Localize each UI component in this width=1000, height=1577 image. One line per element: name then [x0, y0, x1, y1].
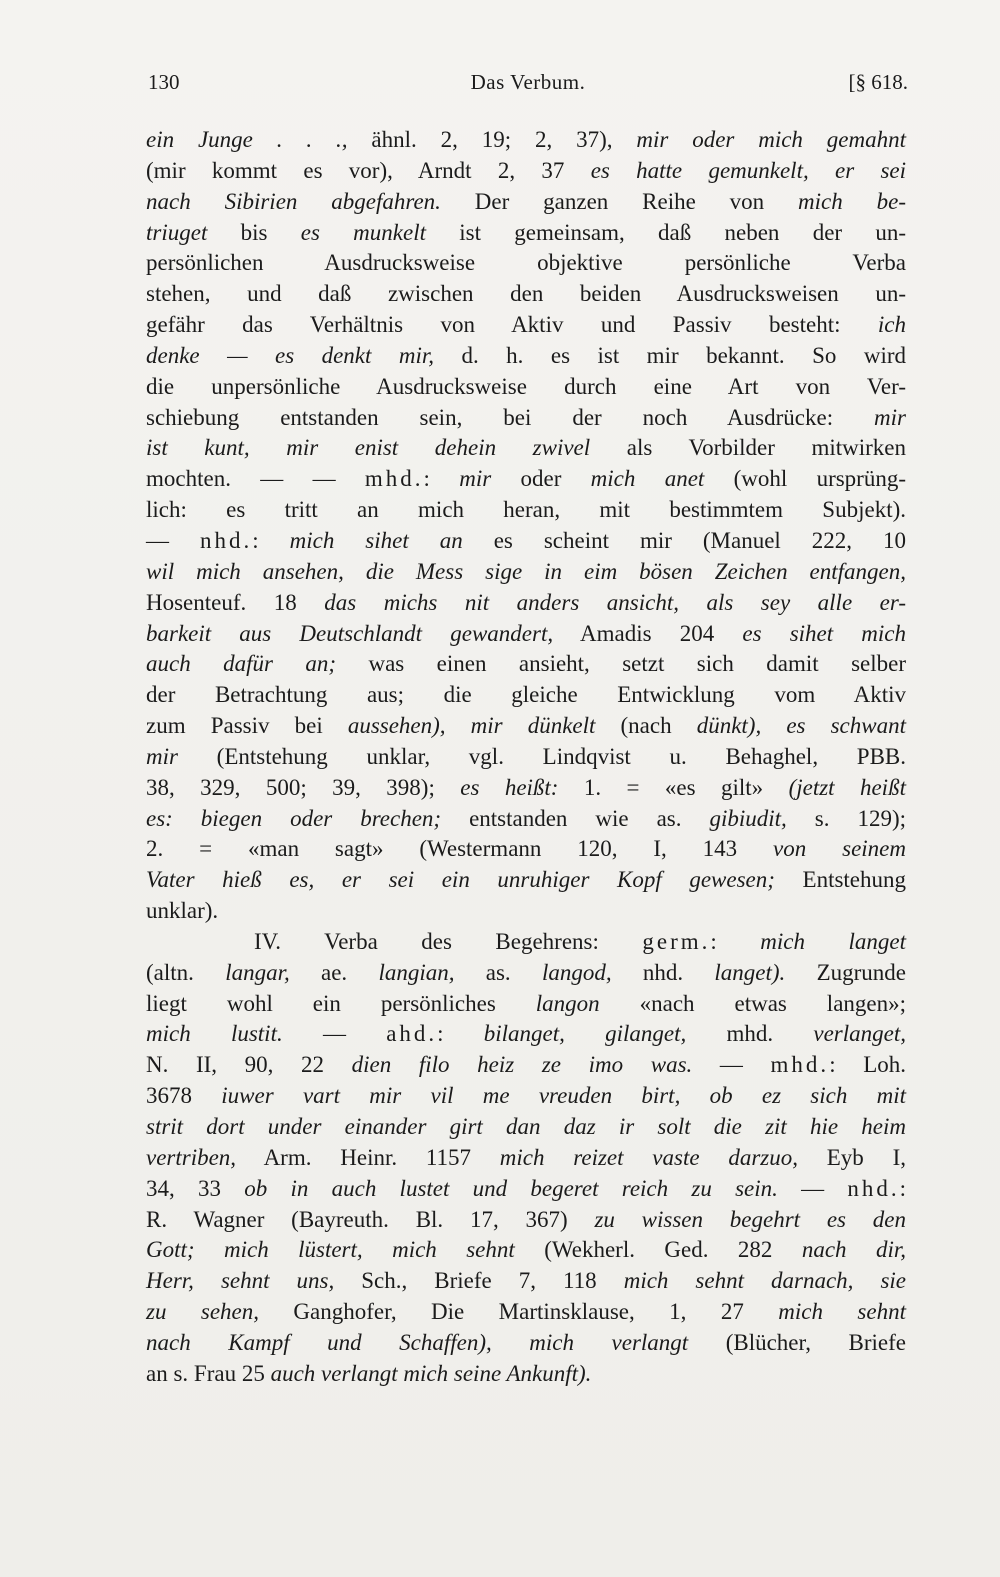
body-text	[146, 125, 906, 1390]
text-line	[146, 218, 906, 249]
roman-text: Arm. Heinr. 1157	[236, 1144, 500, 1170]
roman-text: —	[282, 1021, 387, 1047]
spaced-abbreviation: mhd.	[770, 1052, 830, 1078]
roman-text: an s. Frau 25	[146, 1360, 271, 1386]
italic-text: ein Junge . . .,	[146, 127, 348, 152]
roman-text: R. Wagner (Bayreuth. Bl. 17, 367)	[146, 1206, 595, 1232]
roman-text: Entstehung	[774, 867, 907, 893]
roman-text: es scheint mir (Manuel 222, 10	[462, 527, 907, 553]
roman-text: (wohl ursprüng-	[704, 466, 907, 492]
roman-text: Zugrunde	[785, 959, 907, 985]
text-line	[146, 1297, 906, 1328]
italic-text: aussehen), mir dünkelt	[347, 713, 596, 739]
roman-text: as.	[454, 959, 542, 985]
text-line	[146, 125, 906, 156]
text-line	[146, 310, 906, 341]
roman-text: unklar).	[146, 898, 219, 924]
italic-text: verlanget,	[813, 1021, 906, 1047]
italic-text: von seinem	[773, 836, 906, 862]
italic-text: strit dort under einander girt dan daz ir solt die zit hie heim	[146, 1114, 906, 1139]
text-line	[146, 958, 906, 989]
running-head	[148, 70, 908, 110]
roman-text: «nach etwas langen»;	[599, 990, 906, 1016]
text-line	[146, 989, 906, 1020]
italic-text: Gott; mich lüstert, mich sehnt	[146, 1237, 515, 1263]
italic-text: auch dafür an;	[146, 651, 337, 677]
italic-text: mich reizet vaste darzuo,	[499, 1144, 798, 1170]
italic-text: ob in auch lustet und begeret reich zu sein.	[244, 1175, 778, 1201]
italic-text: langar,	[225, 959, 290, 985]
text-line	[146, 834, 906, 865]
roman-text: oder	[491, 466, 591, 492]
italic-text: nach Kampf und Schaffen), mich verlangt	[146, 1329, 689, 1355]
text-line	[146, 187, 906, 218]
roman-text: ae.	[289, 959, 379, 985]
roman-text: liegt wohl ein persönliches	[146, 990, 536, 1016]
roman-text: s. 129);	[786, 805, 906, 831]
text-line	[146, 248, 906, 279]
text-line	[146, 742, 906, 773]
italic-text: das michs nit anders ansicht, als sey alle er-	[324, 589, 907, 615]
text-line	[146, 1019, 906, 1050]
roman-text: persönlichen Ausdrucksweise objektive persönliche Verba	[146, 250, 906, 276]
text-line	[146, 1174, 906, 1205]
italic-text: zu sehen,	[146, 1299, 259, 1325]
italic-text: es munkelt	[300, 219, 426, 245]
text-line	[146, 1266, 906, 1297]
text-line	[146, 1143, 906, 1174]
italic-text: nach dir,	[801, 1237, 907, 1263]
text-line	[146, 1235, 906, 1266]
roman-text: 3678	[146, 1083, 222, 1109]
roman-text: nhd.	[611, 959, 715, 985]
roman-text: d. h. es ist mir bekannt. So wird	[434, 342, 906, 368]
roman-text: die unpersönliche Ausdrucksweise durch eine Art von Ver-	[146, 373, 906, 399]
italic-text: langian,	[378, 959, 455, 985]
text-line	[146, 526, 906, 557]
text-line	[146, 773, 906, 804]
roman-text: —	[777, 1175, 848, 1201]
italic-text: es hatte gemunkelt, er sei	[590, 157, 907, 183]
italic-text: auch verlangt mich seine Ankunft).	[270, 1360, 592, 1386]
roman-text: ähnl. 2, 19; 2, 37),	[347, 127, 637, 152]
spaced-abbreviation: germ.	[642, 928, 711, 954]
italic-text: zu wissen begehrt es den	[594, 1206, 906, 1232]
roman-text: schiebung entstanden sein, bei der noch Ausdrücke:	[146, 404, 875, 430]
roman-text: zum Passiv bei	[146, 713, 348, 739]
italic-text: langod,	[541, 959, 612, 985]
italic-text: es sihet mich	[742, 620, 907, 646]
text-line	[146, 156, 906, 187]
italic-text: mir	[146, 743, 178, 769]
roman-text: (Blücher, Briefe	[688, 1329, 906, 1355]
roman-text: :	[252, 527, 290, 553]
roman-text: :	[423, 466, 460, 492]
italic-text: mich sihet an	[289, 527, 463, 553]
text-line	[146, 433, 906, 464]
text-line	[146, 403, 906, 434]
roman-text: Eyb I,	[797, 1144, 906, 1170]
text-line	[146, 680, 906, 711]
text-line	[146, 557, 906, 588]
roman-text: :	[899, 1175, 906, 1201]
italic-text: iuwer vart mir vil me vreuden birt, ob ez sich mit	[221, 1083, 907, 1109]
italic-text: mir oder mich gemahnt	[636, 127, 907, 152]
roman-text: Ganghofer, Die Martinsklause, 1, 27	[259, 1299, 779, 1325]
roman-text: :	[710, 928, 761, 954]
roman-text: gefähr das Verhältnis von Aktiv und Passiv besteht:	[146, 312, 878, 338]
text-line	[146, 1112, 906, 1143]
italic-text: barkeit aus Deutschlandt gewandert,	[146, 620, 554, 646]
roman-text: bis	[207, 219, 301, 245]
roman-text: 34, 33	[146, 1175, 245, 1201]
italic-text: es: biegen oder brechen;	[146, 805, 442, 831]
roman-text: entstanden wie as.	[441, 805, 710, 831]
roman-text: N. II, 90, 22	[146, 1052, 352, 1078]
italic-text: mich sehnt	[778, 1299, 906, 1325]
roman-text: (altn.	[146, 959, 226, 985]
text-line	[146, 588, 906, 619]
text-line	[146, 927, 906, 958]
roman-text: (Wekherl. Ged. 282	[514, 1237, 802, 1263]
roman-text: Amadis 204	[553, 620, 743, 646]
italic-text: mich lustit.	[146, 1021, 283, 1047]
text-line	[146, 865, 906, 896]
text-line	[146, 1081, 906, 1112]
italic-text: mich sehnt darnach, sie	[623, 1268, 906, 1294]
italic-text: mich anet	[590, 466, 705, 492]
roman-text: 1. = «es gilt»	[558, 774, 789, 800]
italic-text: mich be-	[798, 188, 906, 214]
italic-text: Vater hieß es, er sei ein unruhiger Kopf gewesen;	[146, 867, 775, 893]
italic-text: vertriben,	[146, 1144, 237, 1170]
text-line	[146, 649, 906, 680]
roman-text: stehen, und daß zwischen den beiden Ausdrucksweisen un-	[146, 281, 906, 307]
italic-text: Herr, sehnt uns,	[146, 1268, 335, 1294]
roman-text: mhd.	[686, 1021, 814, 1047]
roman-text: Hosenteuf. 18	[146, 589, 325, 615]
italic-text: bilanget, gilanget,	[483, 1021, 687, 1047]
page-number: 130	[148, 70, 180, 94]
italic-text: mir	[874, 404, 906, 430]
roman-text: : Loh.	[829, 1052, 906, 1078]
roman-text: Der ganzen Reihe von	[440, 188, 799, 214]
italic-text: es heißt:	[460, 774, 559, 800]
text-line	[146, 279, 906, 310]
italic-text: langon	[535, 990, 600, 1016]
italic-text: mich langet	[760, 928, 906, 954]
italic-text: denke — es denkt mir,	[146, 342, 435, 368]
roman-text: als Vorbilder mitwirken	[590, 435, 907, 461]
text-line	[146, 896, 906, 927]
text-line	[146, 1050, 906, 1081]
roman-text: —	[692, 1052, 771, 1078]
text-line	[146, 711, 906, 742]
italic-text: wil mich ansehen, die Mess sige in eim bösen Zeichen entfangen,	[146, 558, 906, 584]
italic-text: nach Sibirien abgefahren.	[146, 188, 441, 214]
text-line	[146, 495, 906, 526]
roman-text: was einen ansieht, setzt sich damit selber	[336, 651, 906, 677]
roman-text: 38, 329, 500; 39, 398);	[146, 774, 461, 800]
roman-text: 2. = «man sagt» (Westermann 120, I, 143	[146, 836, 774, 862]
roman-text: der Betrachtung aus; die gleiche Entwicklung vom Aktiv	[146, 682, 906, 708]
roman-text: ist gemeinsam, daß neben der un-	[425, 219, 906, 245]
italic-text: triuget	[146, 219, 208, 245]
roman-text: mochten. — —	[146, 466, 365, 492]
italic-text: (jetzt heißt	[788, 774, 906, 800]
roman-text: lich: es tritt an mich heran, mit bestimmtem Subjekt).	[146, 497, 906, 523]
italic-text: mir	[459, 466, 492, 492]
italic-text: ich	[877, 312, 906, 338]
text-line	[146, 464, 906, 495]
running-title: Das Verbum.	[470, 70, 586, 94]
italic-text: ist kunt, mir enist dehein zwivel	[146, 435, 591, 461]
roman-text: (nach	[595, 713, 697, 739]
spaced-abbreviation: mhd.	[364, 466, 424, 492]
roman-text: (Entstehung unklar, vgl. Lindqvist u. Behaghel, PBB.	[177, 743, 906, 769]
text-line	[146, 1359, 906, 1390]
text-line	[146, 372, 906, 403]
roman-text: IV. Verba des Begehrens:	[254, 928, 643, 954]
text-line	[146, 1205, 906, 1236]
text-line	[146, 1328, 906, 1359]
roman-text: Sch., Briefe 7, 118	[334, 1268, 624, 1294]
italic-text: langet).	[714, 959, 786, 985]
section-number: [§ 618.	[848, 70, 908, 94]
roman-text: (mir kommt es vor), Arndt 2, 37	[146, 157, 591, 183]
roman-text: —	[146, 527, 200, 553]
spaced-abbreviation: nhd.	[199, 527, 253, 553]
text-line	[146, 804, 906, 835]
italic-text: dünkt), es schwant	[696, 713, 906, 739]
italic-text: dien filo heiz ze imo was.	[351, 1052, 693, 1078]
spaced-abbreviation: ahd.	[386, 1021, 438, 1047]
text-line	[146, 619, 906, 650]
roman-text: :	[437, 1021, 484, 1047]
text-line	[146, 341, 906, 372]
italic-text: gibiudit,	[709, 805, 787, 831]
spaced-abbreviation: nhd.	[847, 1175, 900, 1201]
